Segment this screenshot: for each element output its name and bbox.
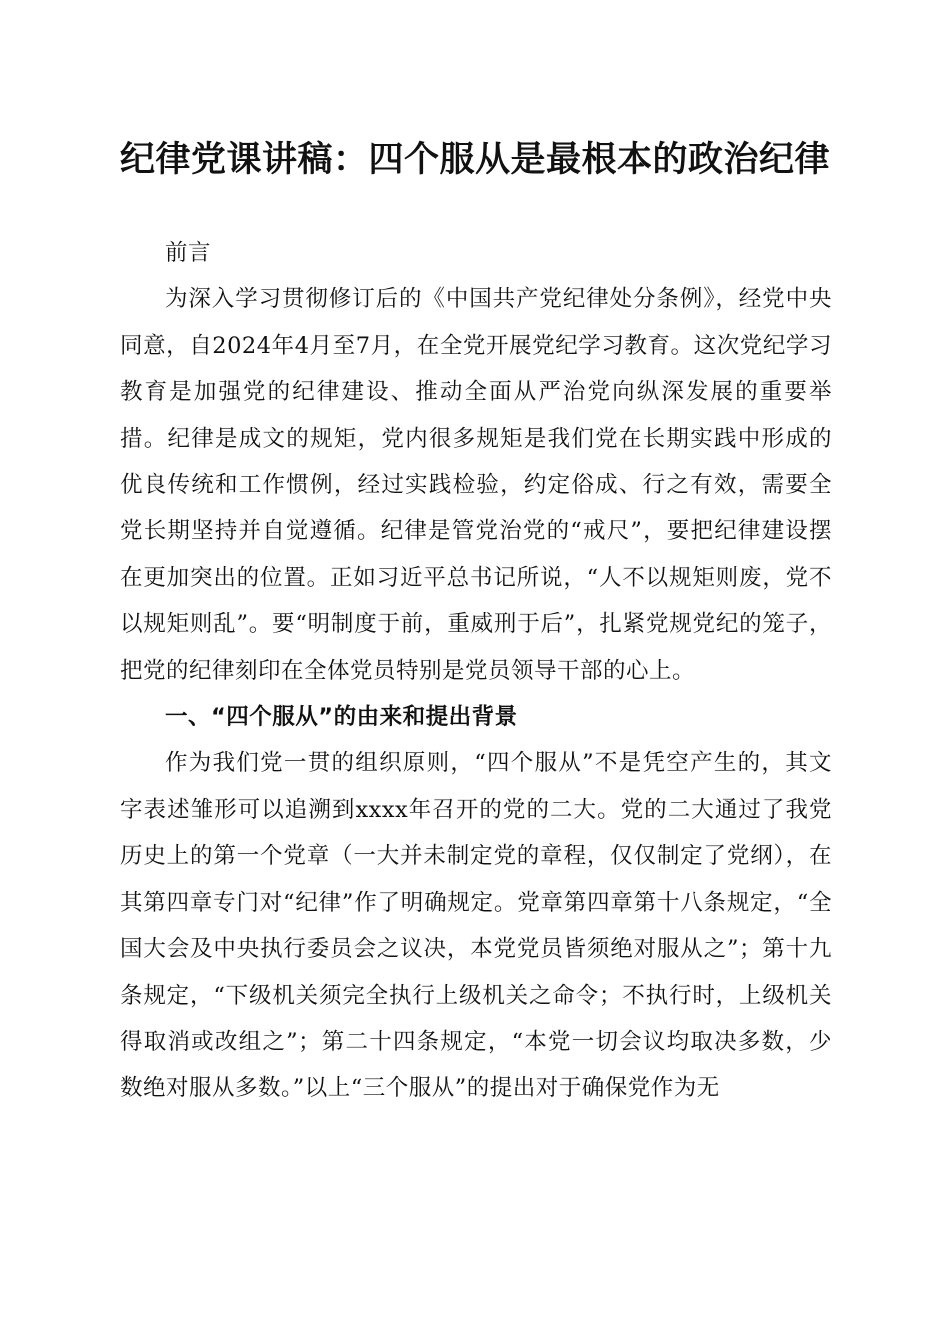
- section-paragraph: 作为我们党一贯的组织原则，“四个服从”不是凭空产生的，其文字表述雏形可以追溯到xxxx年召开的党的二大。党的二大通过了我党历史上的第一个党章（一大并未制定党的章程，仅仅制定了党纲），在其第四章专门对“纪律”作了明确规定。党章第四章第十八条规定，“全国大会及中央执行委员会之议决，本党党员皆须绝对服从之”；第十九条规定，“下级机关须完全执行上级机关之命令；不执行时，上级机关得取消或改组之”；第二十四条规定，“本党一切会议均取决多数，少数绝对服从多数。”以上“三个服从”的提出对于确保党作为无: [120, 750, 832, 1102]
- document-title: 纪律党课讲稿：四个服从是最根本的政治纪律: [119, 140, 830, 180]
- section-heading: 一、“四个服从”的由来和提出背景: [165, 704, 518, 731]
- preface-label: 前言: [165, 240, 212, 266]
- preface-paragraph: 为深入学习贯彻修订后的《中国共产党纪律处分条例》，经党中央同意，自2024年4月至7月，在全党开展党纪学习教育。这次党纪学习教育是加强党的纪律建设、推动全面从严治党向纵深发展的重要举措。纪律是成文的规矩，党内很多规矩是我们党在长期实践中形成的优良传统和工作惯例，经过实践检验，约定俗成、行之有效，需要全党长期坚持并自觉遵循。纪律是管党治党的“戒尺”，要把纪律建设摆在更加突出的位置。正如习近平总书记所说，“人不以规矩则废，党不以规矩则乱”。要“明制度于前，重威刑于后”，扎紧党规党纪的笼子，把党的纪律刻印在全体党员特别是党员领导干部的心上。: [120, 286, 832, 684]
- document-body: [120, 230, 832, 1112]
